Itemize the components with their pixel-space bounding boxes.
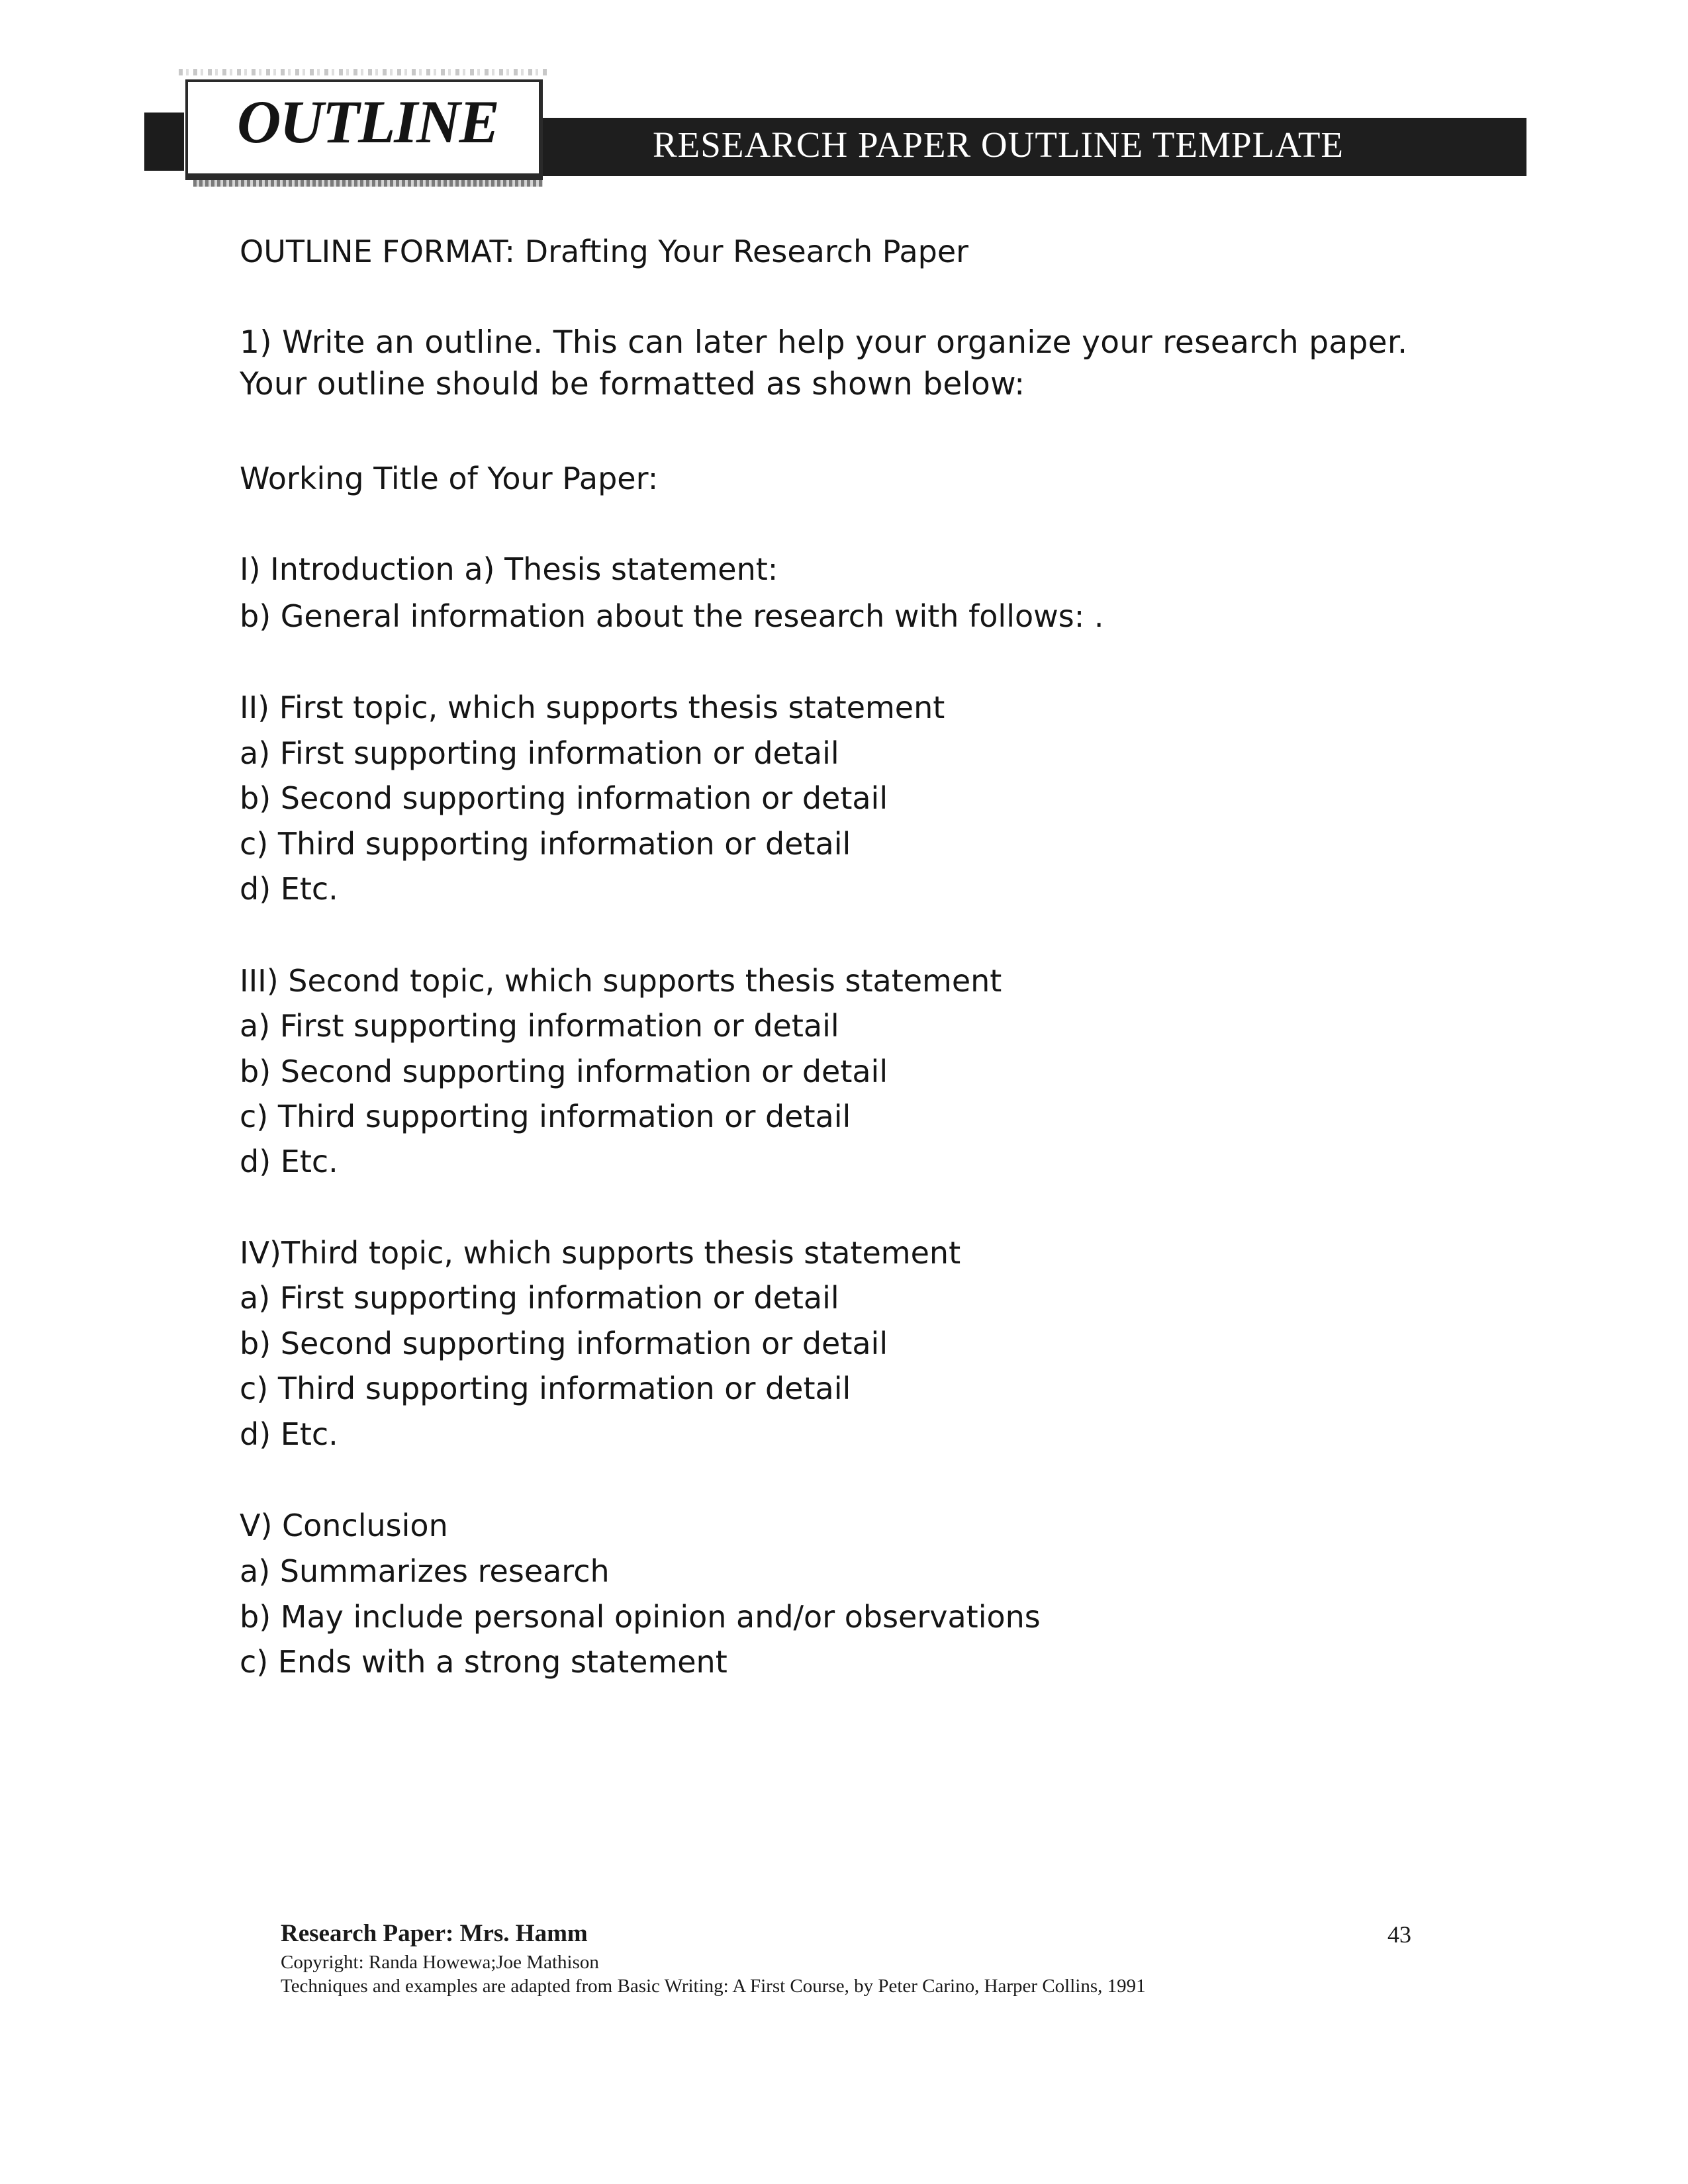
outline-item: c) Third supporting information or detail <box>240 826 851 862</box>
instruction-line-1: 1) Write an outline. This can later help your organize your research paper. <box>240 324 1408 361</box>
header-badge-underline <box>193 180 543 187</box>
outline-item: c) Third supporting information or detail <box>240 1099 851 1134</box>
page-number: 43 <box>1387 1921 1411 1948</box>
outline-item: a) First supporting information or detail <box>240 735 839 771</box>
header-left-stripe <box>144 113 184 171</box>
outline-item: III) Second topic, which supports thesis statement <box>240 963 1002 999</box>
outline-item: b) Second supporting information or detail <box>240 780 888 816</box>
outline-item: d) Etc. <box>240 1144 338 1179</box>
footer-techniques: Techniques and examples are adapted from Basic Writing: A First Course, by Peter Carino, Harper Collins, 1991 <box>281 1976 1146 1997</box>
outline-item: b) General information about the research with follows: . <box>240 598 1104 634</box>
outline-item: b) Second supporting information or detail <box>240 1326 888 1361</box>
outline-item: c) Ends with a strong statement <box>240 1644 727 1680</box>
header-badge-title: OUTLINE <box>237 88 498 156</box>
outline-item: a) Summarizes research <box>240 1553 610 1589</box>
outline-item: d) Etc. <box>240 1416 338 1452</box>
footer-copyright: Copyright: Randa Howewa;Joe Mathison <box>281 1952 599 1973</box>
outline-item: b) Second supporting information or detail <box>240 1054 888 1089</box>
footer-title: Research Paper: Mrs. Hamm <box>281 1920 588 1947</box>
outline-item: V) Conclusion <box>240 1508 448 1543</box>
outline-item: a) First supporting information or detail <box>240 1008 839 1044</box>
working-title-label: Working Title of Your Paper: <box>240 461 659 496</box>
outline-item: I) Introduction a) Thesis statement: <box>240 551 778 587</box>
outline-item: b) May include personal opinion and/or observations <box>240 1599 1041 1635</box>
outline-item: a) First supporting information or detail <box>240 1280 839 1316</box>
instruction-line-2: Your outline should be formatted as shown below: <box>240 366 1025 402</box>
header-scan-noise <box>179 69 549 75</box>
outline-item: d) Etc. <box>240 871 338 907</box>
header-banner-title: RESEARCH PAPER OUTLINE TEMPLATE <box>653 124 1344 165</box>
outline-item: c) Third supporting information or detail <box>240 1371 851 1406</box>
outline-item: II) First topic, which supports thesis statement <box>240 690 945 725</box>
format-heading: OUTLINE FORMAT: Drafting Your Research Paper <box>240 234 969 269</box>
outline-item: IV)Third topic, which supports thesis statement <box>240 1235 961 1271</box>
